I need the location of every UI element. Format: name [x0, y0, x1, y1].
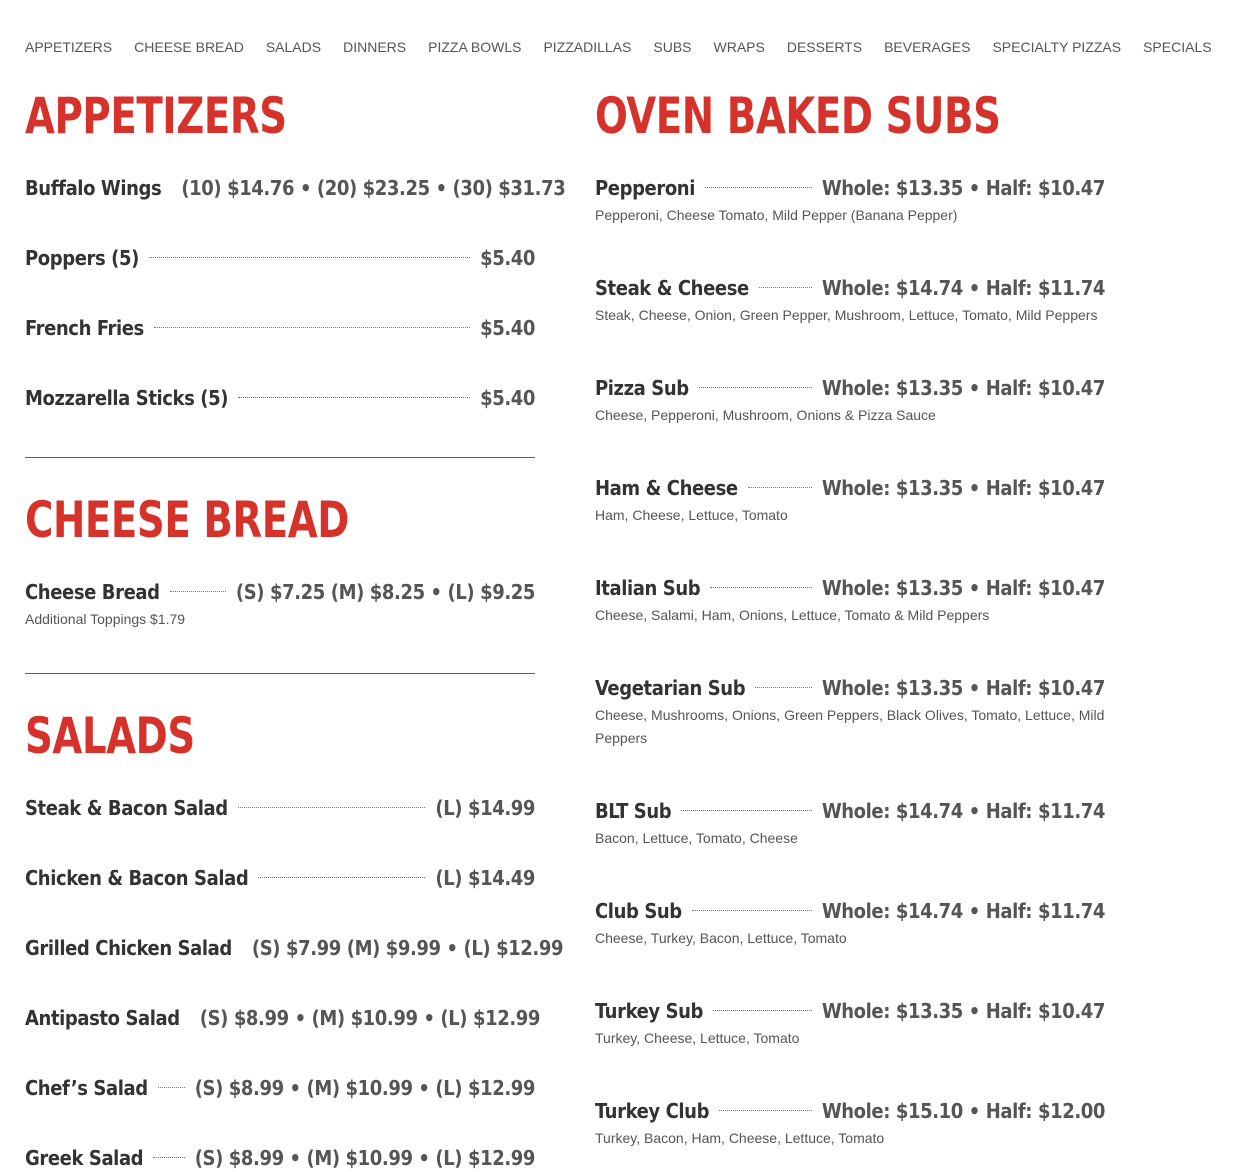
- item-price: $5.40: [480, 316, 535, 340]
- item-name: BLT Sub: [595, 799, 672, 823]
- item-description: Steak, Cheese, Onion, Green Pepper, Mushroom, Lettuce, Tomato, Mild Peppers: [595, 307, 1098, 323]
- dot-leader: [153, 1157, 185, 1158]
- dot-leader: [681, 810, 812, 811]
- dot-leader: [755, 687, 812, 688]
- menu-item: [595, 997, 1105, 1050]
- dot-leader: [759, 287, 812, 288]
- dot-leader: [713, 1010, 812, 1011]
- item-name: Steak & Bacon Salad: [25, 796, 228, 820]
- item-price: (S) $8.99 • (M) $10.99 • (L) $12.99: [194, 1146, 535, 1170]
- item-price: Whole: $14.74 • Half: $11.74: [821, 899, 1105, 923]
- item-name: French Fries: [25, 316, 144, 340]
- item-name: Vegetarian Sub: [595, 676, 746, 700]
- nav-link-specials[interactable]: SPECIALS: [1143, 39, 1212, 55]
- item-description: Additional Toppings $1.79: [25, 611, 186, 627]
- item-name: Buffalo Wings: [25, 176, 162, 200]
- item-price: (S) $7.99 (M) $9.99 • (L) $12.99: [251, 936, 564, 960]
- dot-leader: [149, 257, 470, 258]
- menu-item: [25, 794, 535, 822]
- nav-link-wraps[interactable]: WRAPS: [713, 39, 765, 55]
- nav-link-salads[interactable]: SALADS: [265, 39, 322, 55]
- item-name: Turkey Sub: [595, 999, 704, 1023]
- item-name: Pepperoni: [595, 176, 695, 200]
- item-price: Whole: $13.35 • Half: $10.47: [821, 676, 1105, 700]
- item-description: Bacon, Lettuce, Tomato, Cheese: [595, 830, 798, 846]
- item-price: (S) $8.99 • (M) $10.99 • (L) $12.99: [194, 1076, 535, 1100]
- salads-section: [25, 707, 564, 1172]
- menu-item: [25, 1074, 535, 1102]
- menu-item: [25, 1004, 541, 1032]
- dot-leader: [748, 487, 812, 488]
- section-divider: [25, 673, 535, 674]
- item-name: Antipasto Salad: [25, 1006, 180, 1030]
- item-price: (L) $14.99: [435, 796, 535, 820]
- dot-leader: [158, 1087, 185, 1088]
- item-description: Turkey, Bacon, Ham, Cheese, Lettuce, Tomato: [595, 1130, 885, 1146]
- menu-item: [595, 174, 1105, 227]
- item-price: (10) $14.76 • (20) $23.25 • (30) $31.73: [181, 176, 566, 200]
- dot-leader: [258, 877, 425, 878]
- item-name: Poppers (5): [25, 246, 139, 270]
- section-title-cheese-bread: CHEESE BREAD: [25, 491, 350, 549]
- menu-item: [25, 864, 535, 892]
- dot-leader: [710, 587, 812, 588]
- item-description: Cheese, Pepperoni, Mushroom, Onions & Pizza Sauce: [595, 407, 936, 423]
- menu-item: [595, 274, 1105, 327]
- item-price: Whole: $13.35 • Half: $10.47: [821, 476, 1105, 500]
- dot-leader: [238, 807, 426, 808]
- category-nav: [25, 36, 1234, 58]
- item-price: (S) $7.25 (M) $8.25 • (L) $9.25: [235, 580, 535, 604]
- section-divider: [25, 457, 535, 458]
- nav-link-appetizers[interactable]: APPETIZERS: [25, 39, 113, 55]
- dot-leader: [692, 910, 812, 911]
- menu-item: [595, 897, 1105, 950]
- right-column: [595, 88, 1105, 1150]
- dot-leader: [154, 327, 470, 328]
- item-price: Whole: $14.74 • Half: $11.74: [821, 276, 1105, 300]
- section-title-salads: SALADS: [25, 707, 195, 765]
- menu-item: [25, 174, 566, 202]
- item-name: Pizza Sub: [595, 376, 689, 400]
- dot-leader: [719, 1110, 812, 1111]
- dot-leader: [705, 187, 812, 188]
- item-name: Chef’s Salad: [25, 1076, 148, 1100]
- menu-item: [25, 314, 535, 342]
- subs-section: [595, 88, 1105, 1150]
- item-name: Ham & Cheese: [595, 476, 738, 500]
- item-price: Whole: $13.35 • Half: $10.47: [821, 576, 1105, 600]
- item-name: Italian Sub: [595, 576, 701, 600]
- left-column: [25, 87, 566, 1172]
- item-price: Whole: $15.10 • Half: $12.00: [821, 1099, 1105, 1123]
- item-name: Greek Salad: [25, 1146, 144, 1170]
- menu-item: [595, 574, 1105, 627]
- menu-item: [25, 244, 535, 272]
- item-description: Cheese, Salami, Ham, Onions, Lettuce, Tomato & Mild Peppers: [595, 607, 990, 623]
- nav-link-subs[interactable]: SUBS: [653, 39, 692, 55]
- item-name: Mozzarella Sticks (5): [25, 386, 229, 410]
- item-name: Chicken & Bacon Salad: [25, 866, 249, 890]
- nav-link-pizza-bowls[interactable]: PIZZA BOWLS: [428, 39, 522, 55]
- item-price: Whole: $14.74 • Half: $11.74: [821, 799, 1105, 823]
- nav-link-pizzadillas[interactable]: PIZZADILLAS: [543, 39, 632, 55]
- menu-item: [595, 374, 1105, 427]
- nav-link-desserts[interactable]: DESSERTS: [786, 39, 863, 55]
- menu-item: [595, 674, 1105, 750]
- menu-item: [25, 384, 535, 412]
- item-price: (S) $8.99 • (M) $10.99 • (L) $12.99: [199, 1006, 541, 1030]
- item-name: Club Sub: [595, 899, 682, 923]
- dot-leader: [170, 591, 226, 592]
- menu-item: [25, 578, 535, 631]
- menu-item: [595, 474, 1105, 527]
- nav-link-beverages[interactable]: BEVERAGES: [884, 39, 971, 55]
- item-price: $5.40: [480, 386, 535, 410]
- nav-link-specialty-pizzas[interactable]: SPECIALTY PIZZAS: [992, 39, 1122, 55]
- item-description: Pepperoni, Cheese Tomato, Mild Pepper (Banana Pepper): [595, 207, 958, 223]
- section-title-subs: OVEN BAKED SUBS: [595, 87, 1001, 145]
- menu-item: [25, 934, 564, 962]
- item-description: Ham, Cheese, Lettuce, Tomato: [595, 507, 788, 523]
- item-description: Cheese, Mushrooms, Onions, Green Peppers, Black Olives, Tomato, Lettuce, Mild Peppers: [595, 707, 1105, 746]
- item-name: Steak & Cheese: [595, 276, 749, 300]
- dot-leader: [238, 397, 470, 398]
- menu-item: [595, 1097, 1105, 1150]
- item-description: Cheese, Turkey, Bacon, Lettuce, Tomato: [595, 930, 847, 946]
- dot-leader: [699, 387, 812, 388]
- section-title-appetizers: APPETIZERS: [25, 87, 287, 145]
- item-name: Turkey Club: [595, 1099, 710, 1123]
- item-price: Whole: $13.35 • Half: $10.47: [821, 376, 1105, 400]
- item-price: (L) $14.49: [435, 866, 535, 890]
- item-price: Whole: $13.35 • Half: $10.47: [821, 999, 1105, 1023]
- item-name: Cheese Bread: [25, 580, 160, 604]
- item-description: Turkey, Cheese, Lettuce, Tomato: [595, 1030, 800, 1046]
- item-price: $5.40: [480, 246, 535, 270]
- appetizers-section: [25, 87, 566, 412]
- item-name: Grilled Chicken Salad: [25, 936, 232, 960]
- menu-item: [25, 1144, 535, 1172]
- nav-link-cheese-bread[interactable]: CHEESE BREAD: [134, 39, 244, 55]
- nav-link-dinners[interactable]: DINNERS: [343, 39, 407, 55]
- cheese-bread-section: [25, 492, 535, 631]
- item-price: Whole: $13.35 • Half: $10.47: [821, 176, 1105, 200]
- menu-item: [595, 797, 1105, 850]
